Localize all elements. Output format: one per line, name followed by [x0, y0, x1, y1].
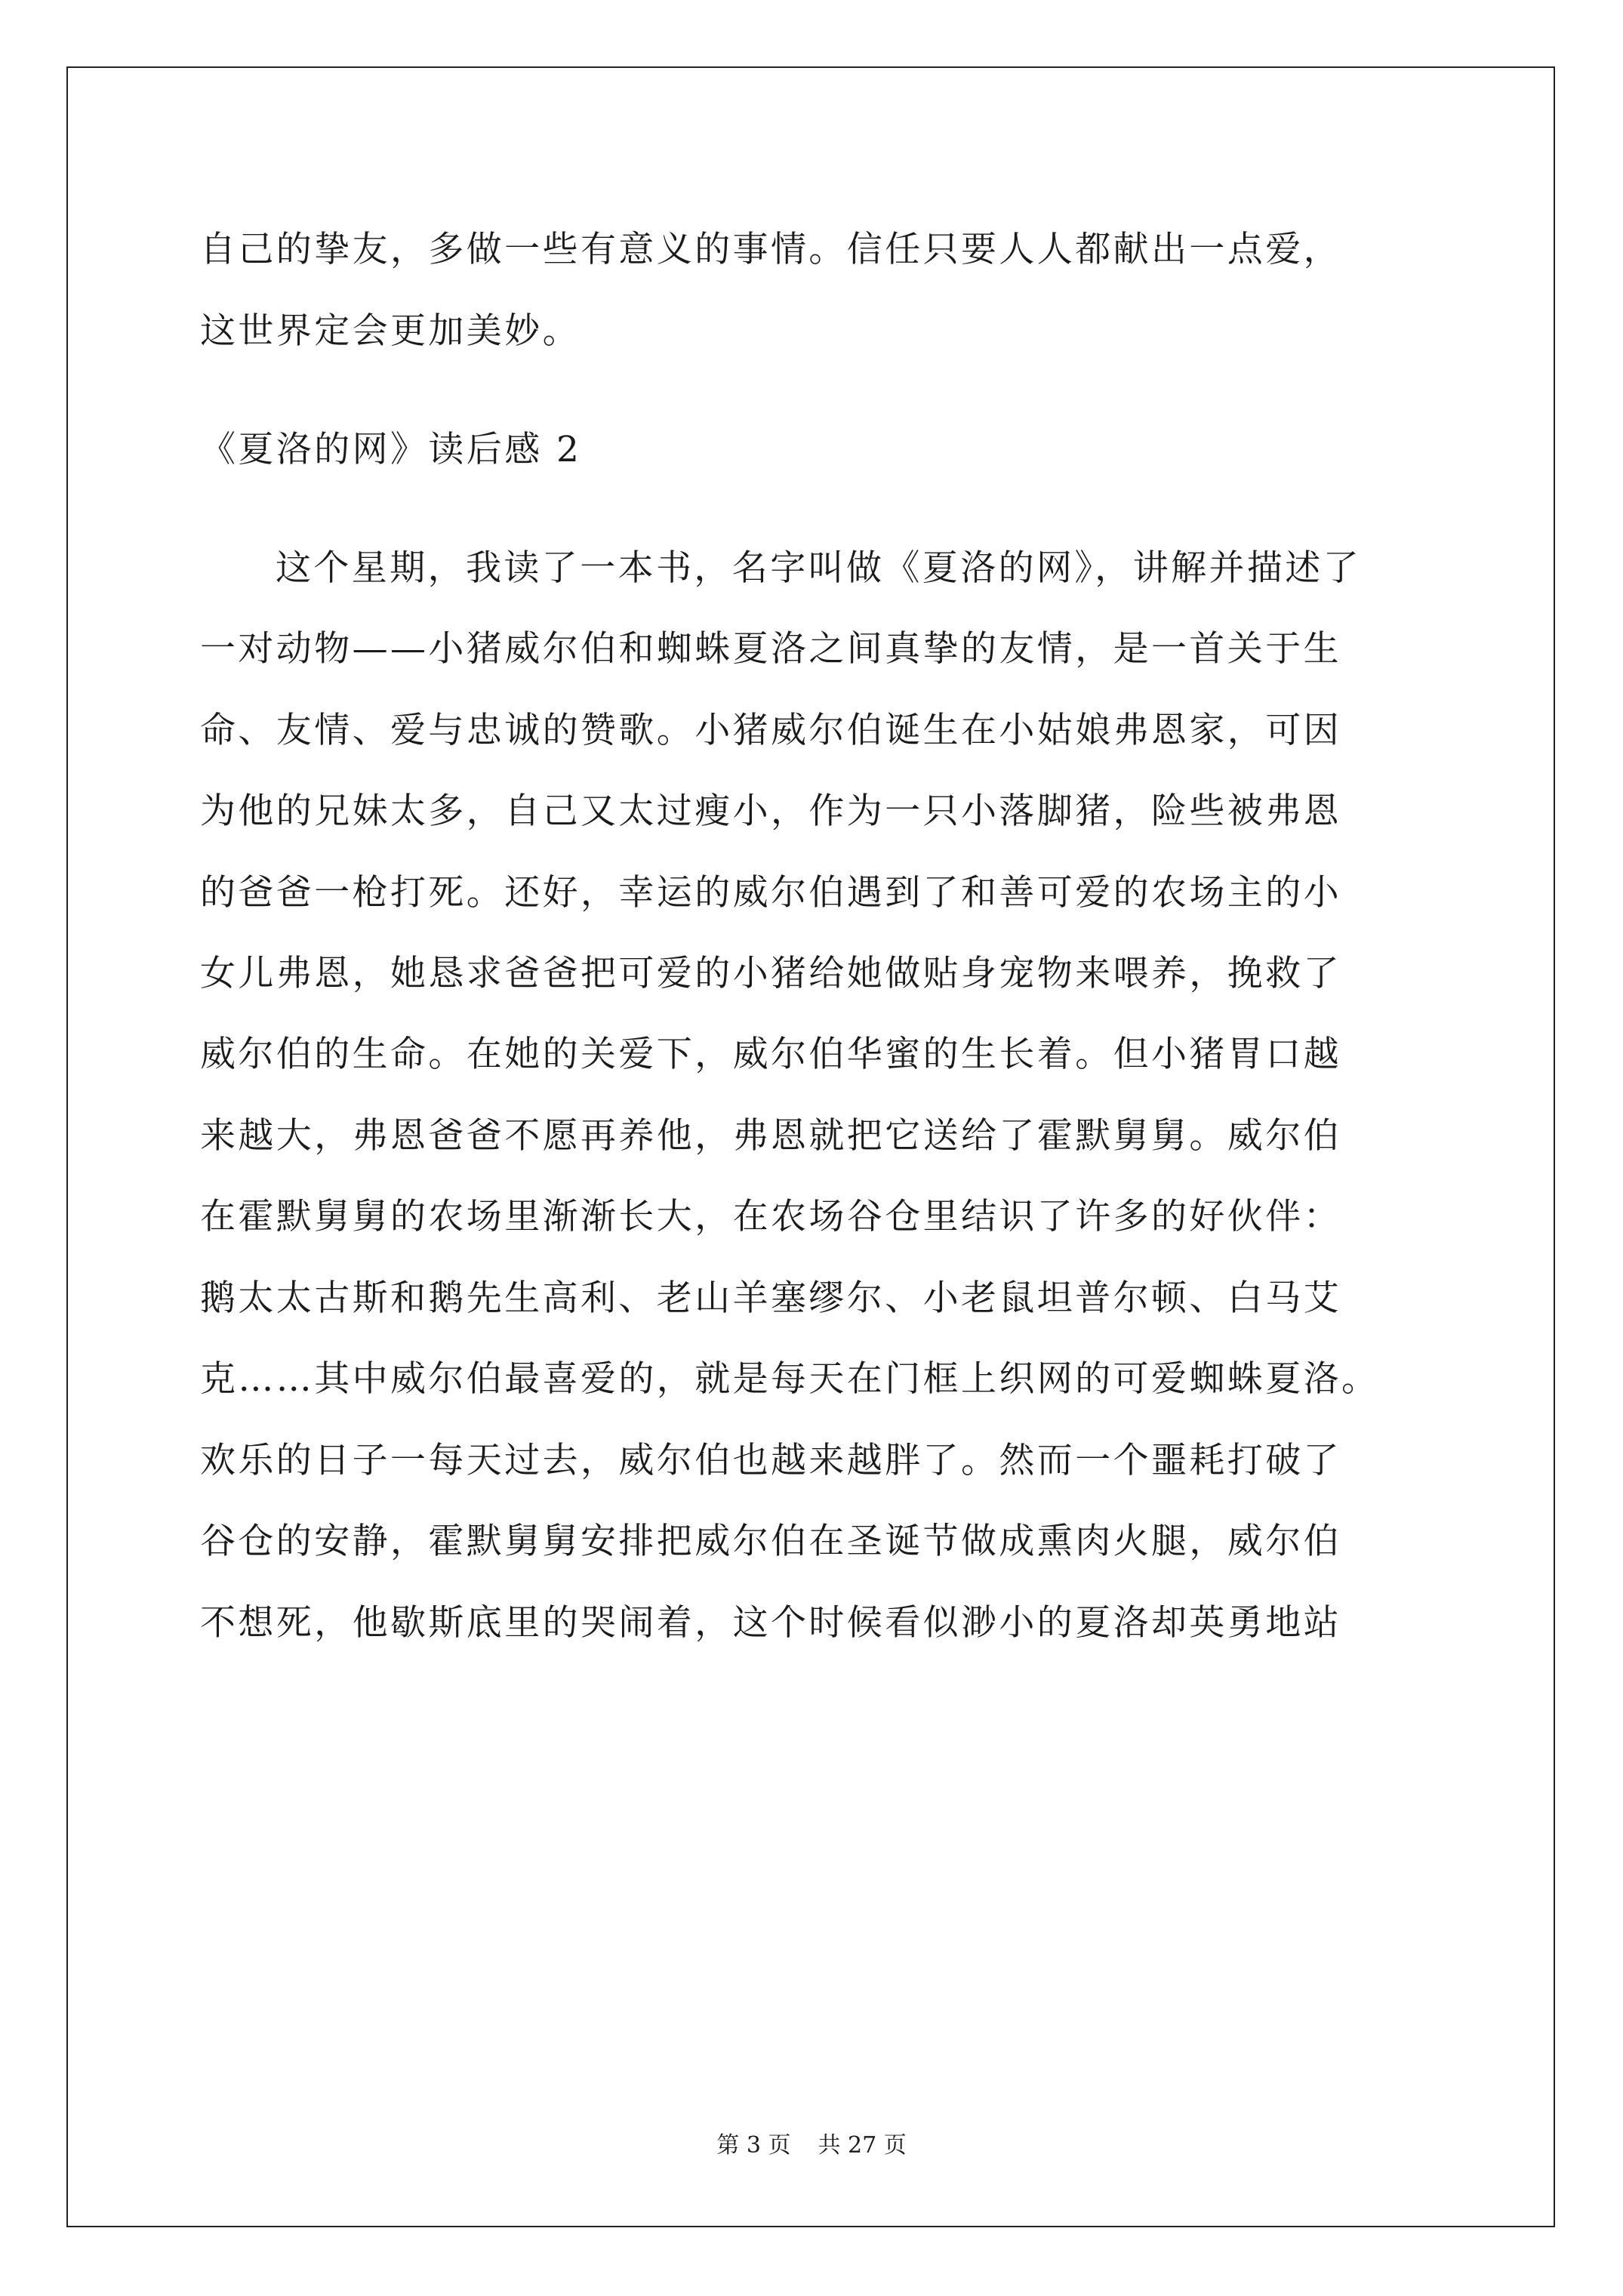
body-text-line: 来越大，弗恩爸爸不愿再养他，弗恩就把它送给了霍默舅舅。威尔伯	[200, 1115, 1341, 1157]
body-text-line: 谷仓的安静，霍默舅舅安排把威尔伯在圣诞节做成熏肉火腿，威尔伯	[200, 1521, 1341, 1562]
body-text-line: 欢乐的日子一每天过去，威尔伯也越来越胖了。然而一个噩耗打破了	[200, 1440, 1341, 1481]
body-text-line: 命、友情、爱与忠诚的赞歌。小猪威尔伯诞生在小姑娘弗恩家，可因	[200, 710, 1341, 751]
page-number: 第 3 页	[716, 2132, 791, 2159]
body-text-line: 威尔伯的生命。在她的关爱下，威尔伯华蜜的生长着。但小猪胃口越	[200, 1034, 1341, 1075]
body-text-line: 自己的挚友，多做一些有意义的事情。信任只要人人都献出一点爱，	[200, 229, 1341, 270]
paragraph-first-line: 这个星期，我读了一本书，名字叫做《夏洛的网》，讲解并描述了	[276, 547, 1362, 589]
body-text-line: 不想死，他歇斯底里的哭闹着，这个时候看似渺小的夏洛却英勇地站	[200, 1602, 1341, 1644]
body-text-line: 女儿弗恩，她恳求爸爸把可爱的小猪给她做贴身宠物来喂养，挽救了	[200, 953, 1341, 994]
total-pages: 共 27 页	[818, 2132, 907, 2159]
body-text-line: 的爸爸一枪打死。还好，幸运的威尔伯遇到了和善可爱的农场主的小	[200, 872, 1341, 914]
body-text-line: 这世界定会更加美妙。	[200, 310, 581, 352]
body-text-line: 一对动物——小猪威尔伯和蜘蛛夏洛之间真挚的友情，是一首关于生	[200, 628, 1341, 670]
body-text-line: 鹅太太古斯和鹅先生高利、老山羊塞缪尔、小老鼠坦普尔顿、白马艾	[200, 1277, 1341, 1319]
section-heading: 《夏洛的网》读后感 2	[200, 429, 582, 470]
page-footer	[0, 2131, 1623, 2161]
body-text-line: 在霍默舅舅的农场里渐渐长大，在农场谷仓里结识了许多的好伙伴：	[200, 1196, 1341, 1237]
body-text-line: 为他的兄妹太多，自己又太过瘦小，作为一只小落脚猪，险些被弗恩	[200, 791, 1341, 832]
body-text-line: 克……其中威尔伯最喜爱的，就是每天在门框上织网的可爱蜘蛛夏洛。	[200, 1358, 1380, 1400]
